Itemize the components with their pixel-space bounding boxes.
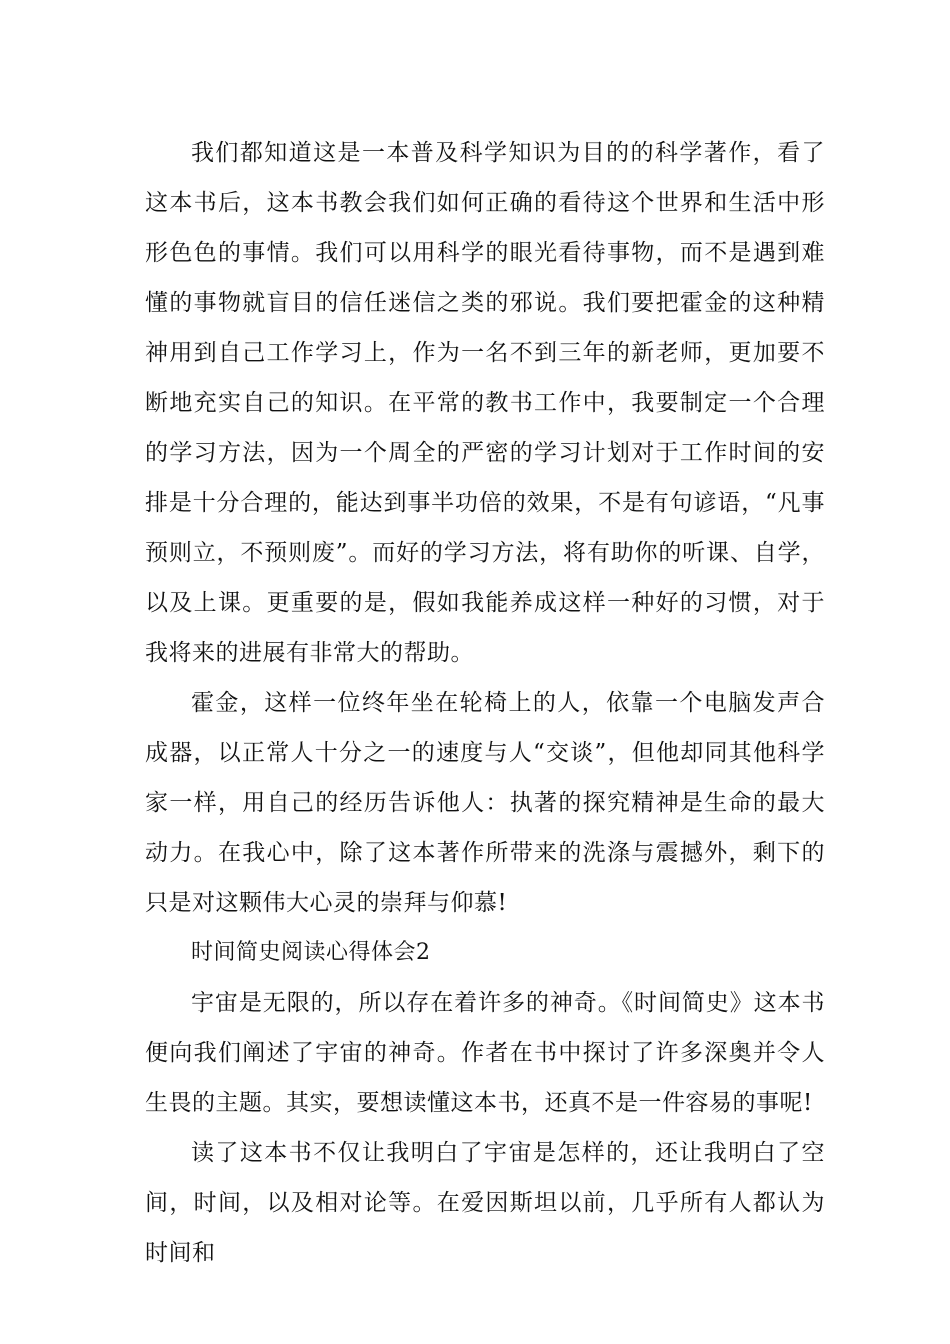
paragraph-4: 读了这本书不仅让我明白了宇宙是怎样的，还让我明白了空间，时间，以及相对论等。在爱因斯坦以前，几乎所有人都认为时间和	[145, 1140, 825, 1266]
section-heading: 时间简史阅读心得体会2	[191, 940, 431, 965]
paragraph-1: 我们都知道这是一本普及科学知识为目的的科学著作，看了这本书后，这本书教会我们如何正确的看待这个世界和生活中形形色色的事情。我们可以用科学的眼光看待事物，而不是遇到难懂的事物就盲目的信任迷信之类的邪说。我们要把霍金的这种精神用到自己工作学习上，作为一名不到三年的新老师，更加要不断地充实自己的知识。在平常的教书工作中，我要制定一个合理的学习方法，因为一个周全的严密的学习计划对于工作时间的安排是十分合理的，能达到事半功倍的效果，不是有句谚语，“凡事预则立，不预则废”。而好的学习方法，将有助你的听课、自学，以及上课。更重要的是，假如我能养成这样一种好的习惯，对于我将来的进展有非常大的帮助。	[145, 140, 825, 666]
paragraph-3: 宇宙是无限的，所以存在着许多的神奇。《时间简史》这本书便向我们阐述了宇宙的神奇。作者在书中探讨了许多深奥并令人生畏的主题。其实，要想读懂这本书，还真不是一件容易的事呢!	[145, 990, 825, 1116]
document-body	[145, 128, 825, 1278]
paragraph-2: 霍金，这样一位终年坐在轮椅上的人，依靠一个电脑发声合成器，以正常人十分之一的速度与人“交谈”，但他却同其他科学家一样，用自己的经历告诉他人：执著的探究精神是生命的最大动力。在我心中，除了这本著作所带来的洗涤与震撼外，剩下的只是对这颗伟大心灵的崇拜与仰慕!	[145, 690, 825, 916]
